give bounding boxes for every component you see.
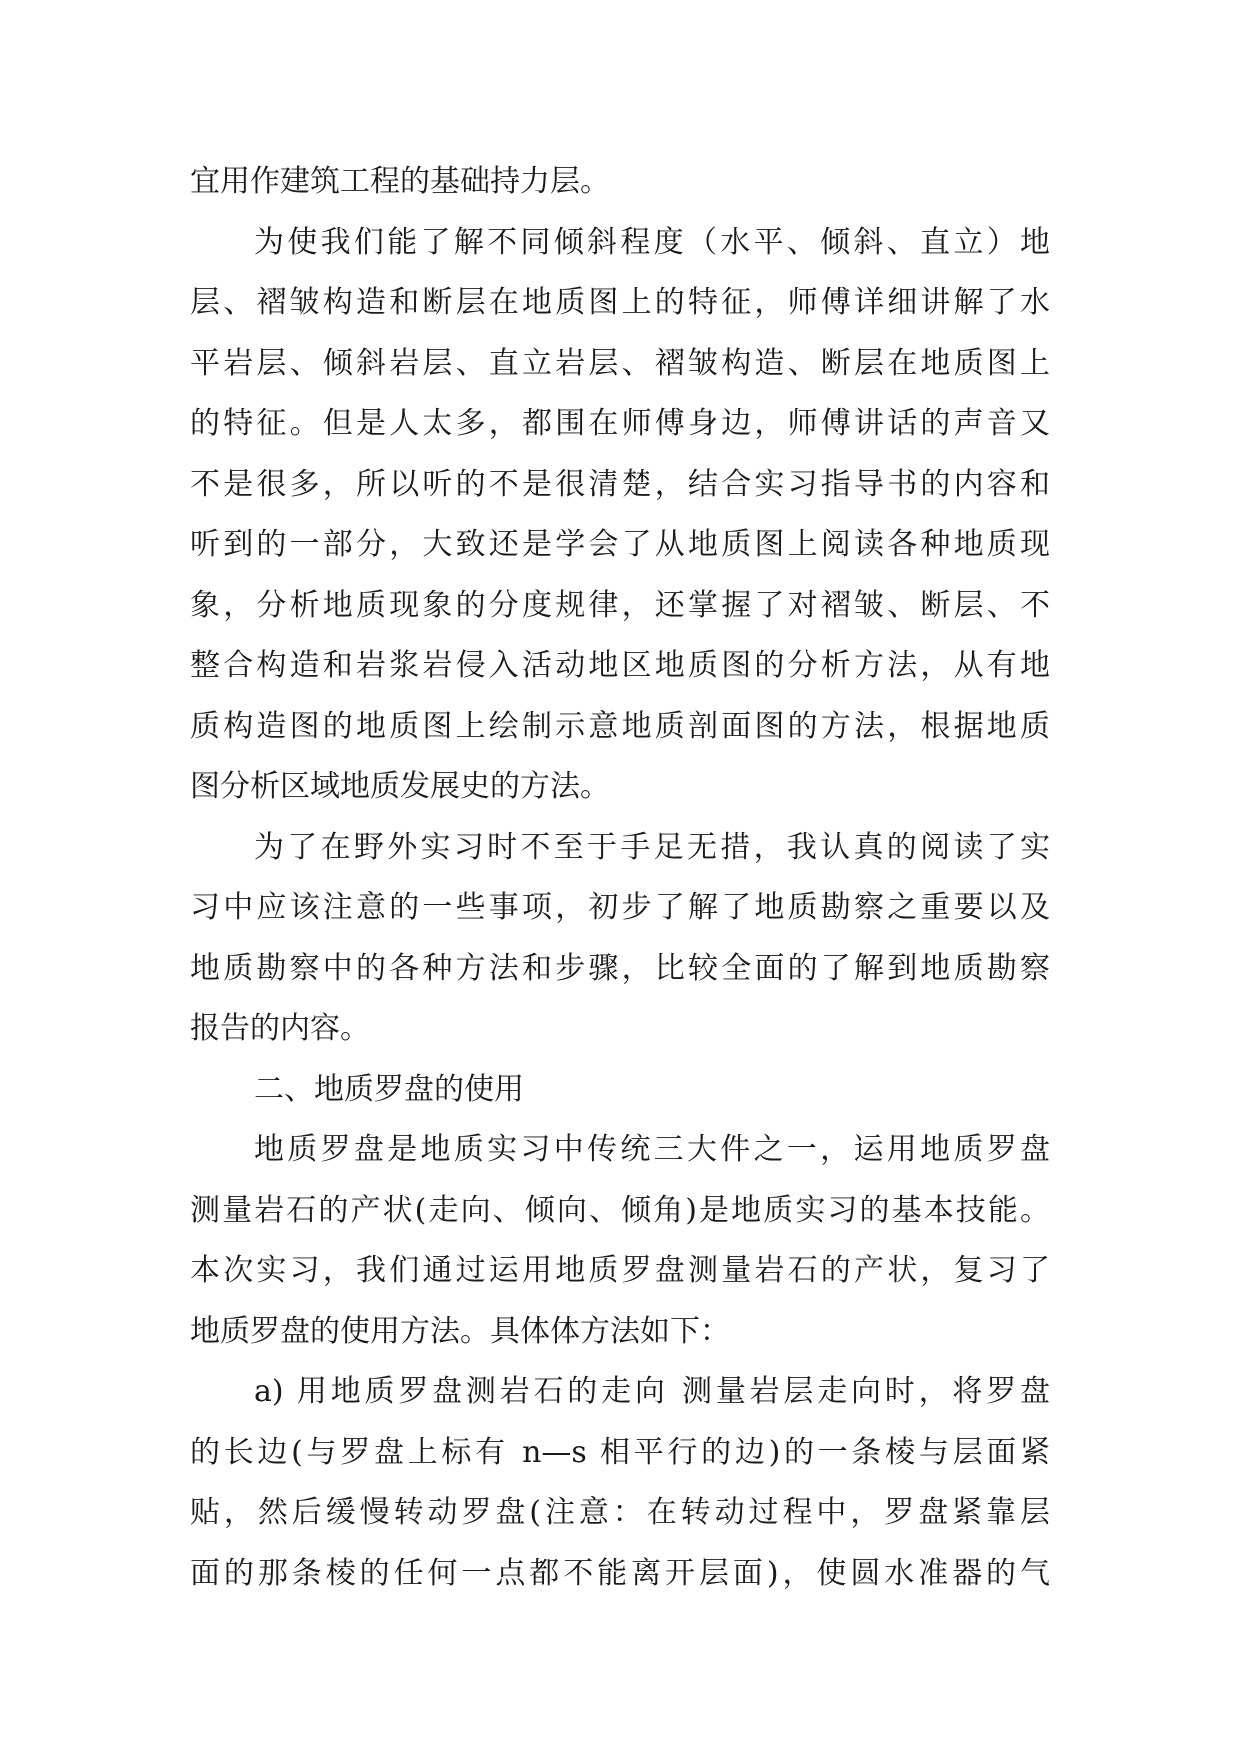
text-line: 宜用作建筑工程的基础持力层。 [190,164,610,199]
text-line: 的特征。但是人太多，都围在师傅身边，师傅讲话的声音又 [190,406,1050,441]
text-line: 报告的内容。 [190,1011,370,1046]
text-line: 本次实习，我们通过运用地质罗盘测量岩石的产状，复习了 [190,1253,1050,1288]
text-line: 图分析区域地质发展史的方法。 [190,769,610,804]
document-page [190,152,1050,1604]
text-line: 地质罗盘的使用方法。具体体方法如下： [190,1313,730,1349]
text-line: a) 用地质罗盘测岩石的走向 测量岩层走向时，将罗盘 [254,1374,1050,1409]
text-line: 习中应该注意的一些事项，初步了解了地质勘察之重要以及 [190,890,1050,925]
text-line: 象，分析地质现象的分度规律，还掌握了对褶皱、断层、不 [190,587,1050,623]
text-line: 不是很多，所以听的不是很清楚，结合实习指导书的内容和 [190,466,1050,502]
text-line: 面的那条棱的任何一点都不能离开层面)，使圆水准器的气 [190,1555,1050,1591]
text-line: 为使我们能了解不同倾斜程度（水平、倾斜、直立）地 [254,224,1050,260]
text-line: 层、褶皱构造和断层在地质图上的特征，师傅详细讲解了水 [190,285,1050,320]
text-line: 贴，然后缓慢转动罗盘(注意：在转动过程中，罗盘紧靠层 [190,1495,1050,1530]
text-line: 为了在野外实习时不至于手足无措，我认真的阅读了实 [254,829,1050,865]
text-line: 测量岩石的产状(走向、倾向、倾角)是地质实习的基本技能。 [190,1192,1050,1228]
text-line: 的长边(与罗盘上标有 n—s 相平行的边)的一条棱与层面紧 [190,1434,1050,1470]
text-line: 地质罗盘是地质实习中传统三大件之一，运用地质罗盘 [254,1132,1050,1167]
text-line: 听到的一部分，大致还是学会了从地质图上阅读各种地质现 [190,527,1050,562]
text-line: 平岩层、倾斜岩层、直立岩层、褶皱构造、断层在地质图上 [190,345,1050,381]
text-line: 整合构造和岩浆岩侵入活动地区地质图的分析方法，从有地 [190,648,1050,683]
text-line: 地质勘察中的各种方法和步骤，比较全面的了解到地质勘察 [190,950,1050,986]
section-heading: 二、地质罗盘的使用 [254,1071,524,1107]
text-line: 质构造图的地质图上绘制示意地质剖面图的方法，根据地质 [190,708,1050,744]
